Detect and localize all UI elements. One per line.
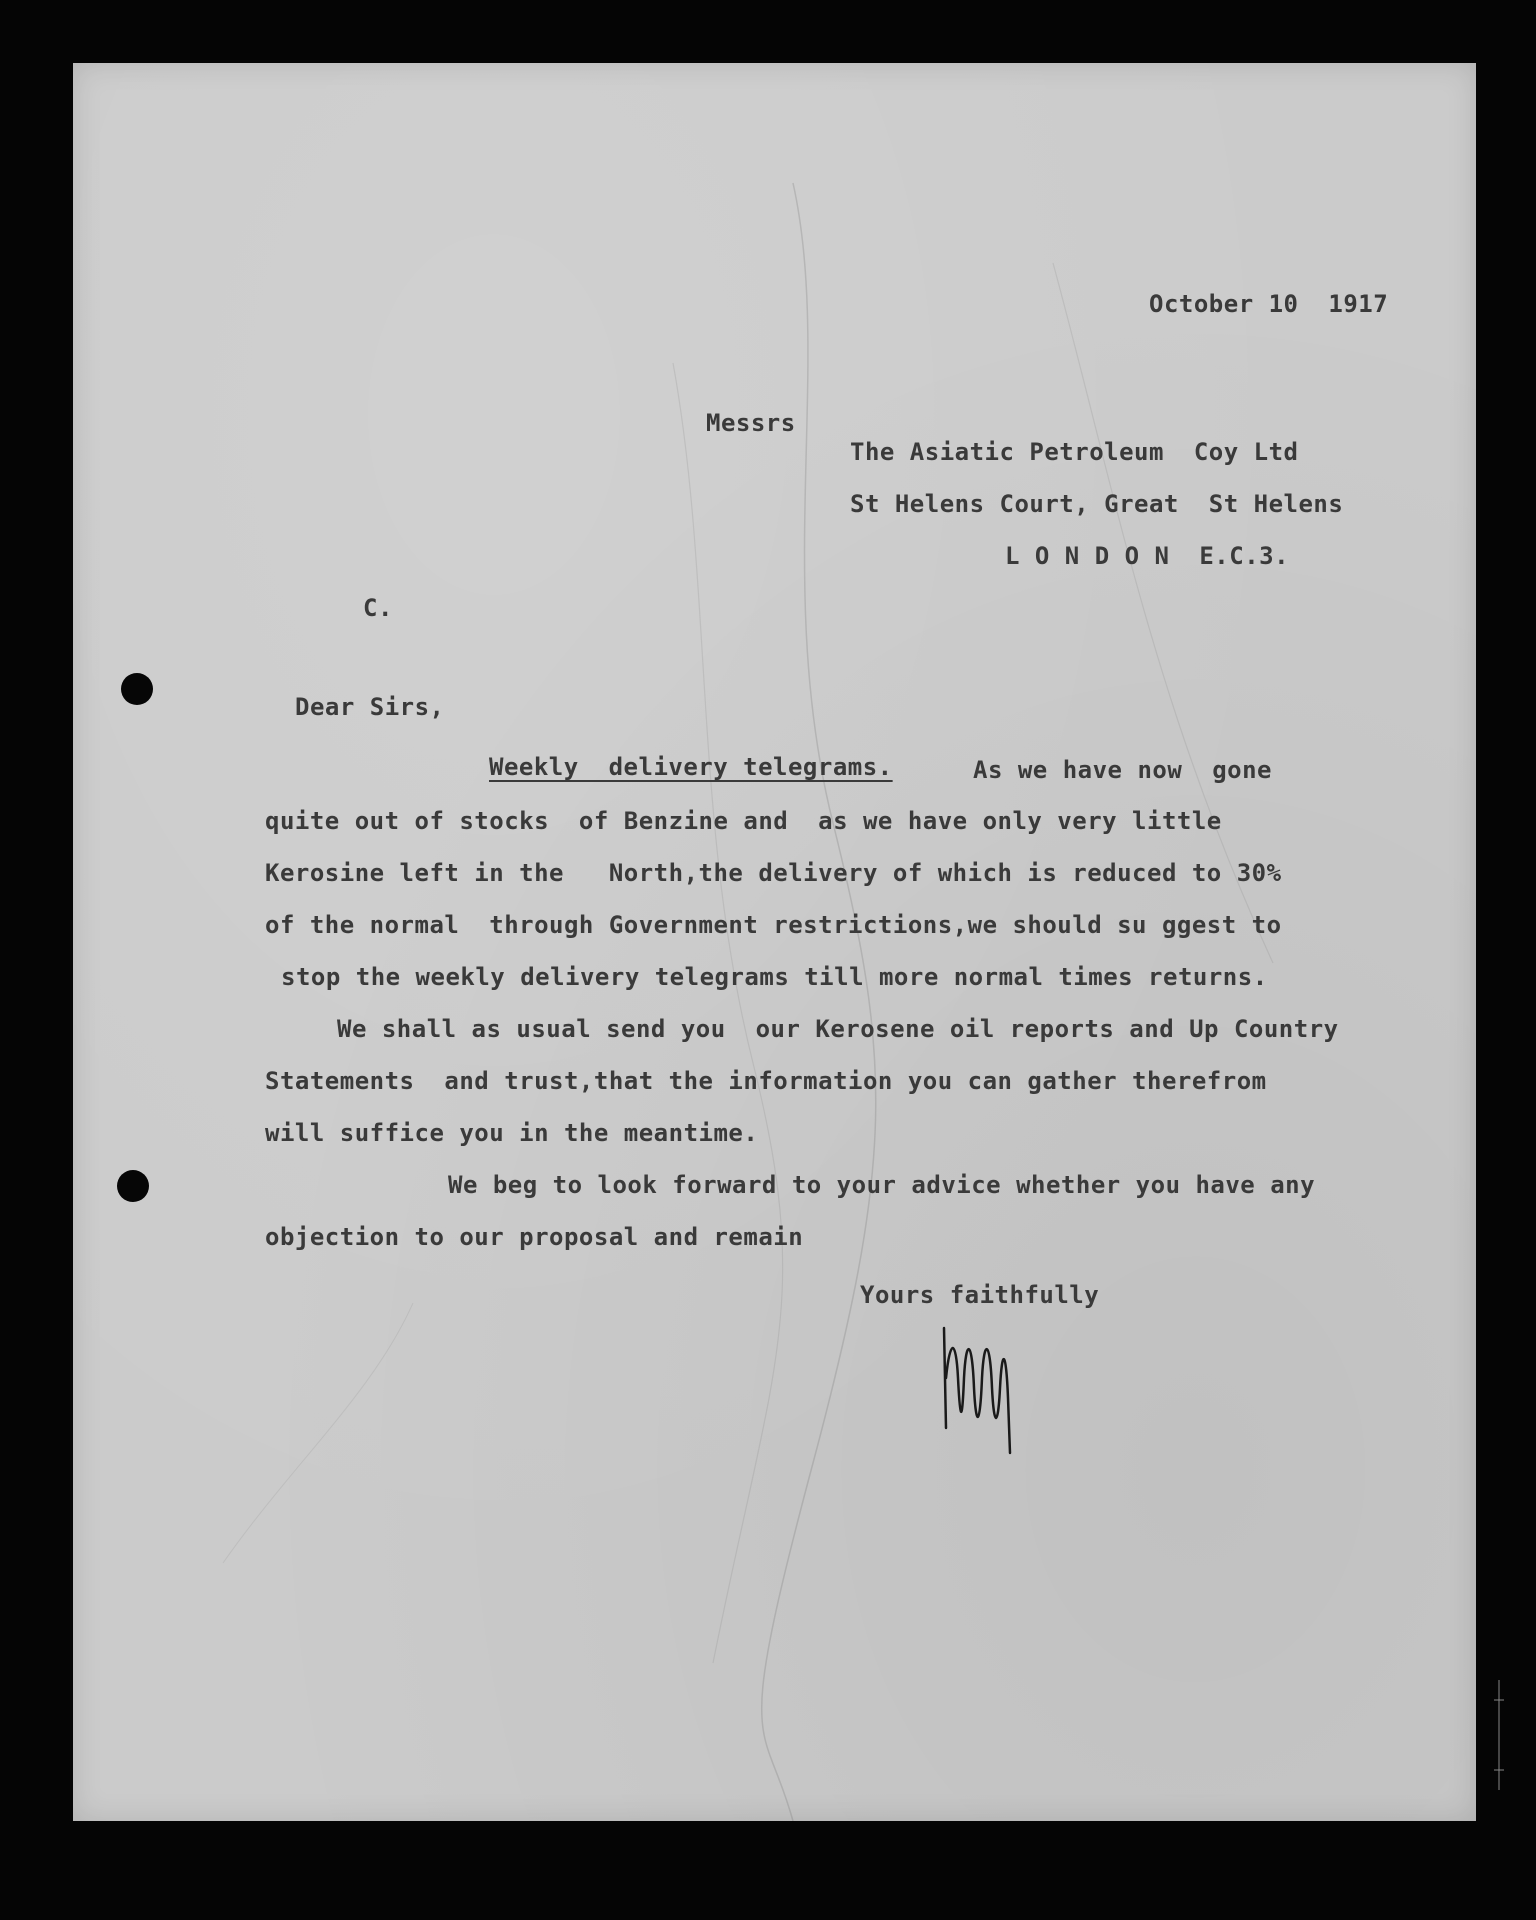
subject-line: Weekly delivery telegrams. <box>489 753 893 781</box>
body-line-3: Kerosine left in the North,the delivery of which is reduced to 30% <box>265 859 1282 887</box>
body-line-4: of the normal through Government restrictions,we should su ggest to <box>265 911 1282 939</box>
addressee-line-3: L O N D O N E.C.3. <box>1005 542 1290 570</box>
letter-sheet <box>73 63 1476 1821</box>
letter-date: October 10 1917 <box>1149 290 1389 318</box>
body-line-8: will suffice you in the meantime. <box>265 1119 759 1147</box>
body-line-5: stop the weekly delivery telegrams till more normal times returns. <box>281 963 1268 991</box>
salutation-messrs: Messrs <box>706 409 796 437</box>
body-line-1: As we have now gone <box>973 756 1272 784</box>
punch-hole-bottom <box>117 1170 149 1202</box>
greeting: Dear Sirs, <box>295 693 445 721</box>
punch-hole-top <box>121 673 153 705</box>
paper-creases <box>73 63 1476 1821</box>
addressee-line-2: St Helens Court, Great St Helens <box>850 490 1344 518</box>
closing: Yours faithfully <box>860 1281 1100 1309</box>
body-line-6: We shall as usual send you our Kerosene oil reports and Up Country <box>337 1015 1339 1043</box>
addressee-line-1: The Asiatic Petroleum Coy Ltd <box>850 438 1299 466</box>
edge-tick-marks <box>1494 1680 1504 1790</box>
signature-scribble <box>940 1318 1020 1458</box>
copy-mark: C. <box>363 594 393 622</box>
body-line-2: quite out of stocks of Benzine and as we have only very little <box>265 807 1222 835</box>
body-line-10: objection to our proposal and remain <box>265 1223 804 1251</box>
body-line-7: Statements and trust,that the information you can gather therefrom <box>265 1067 1267 1095</box>
body-line-9: We beg to look forward to your advice whether you have any <box>448 1171 1316 1199</box>
